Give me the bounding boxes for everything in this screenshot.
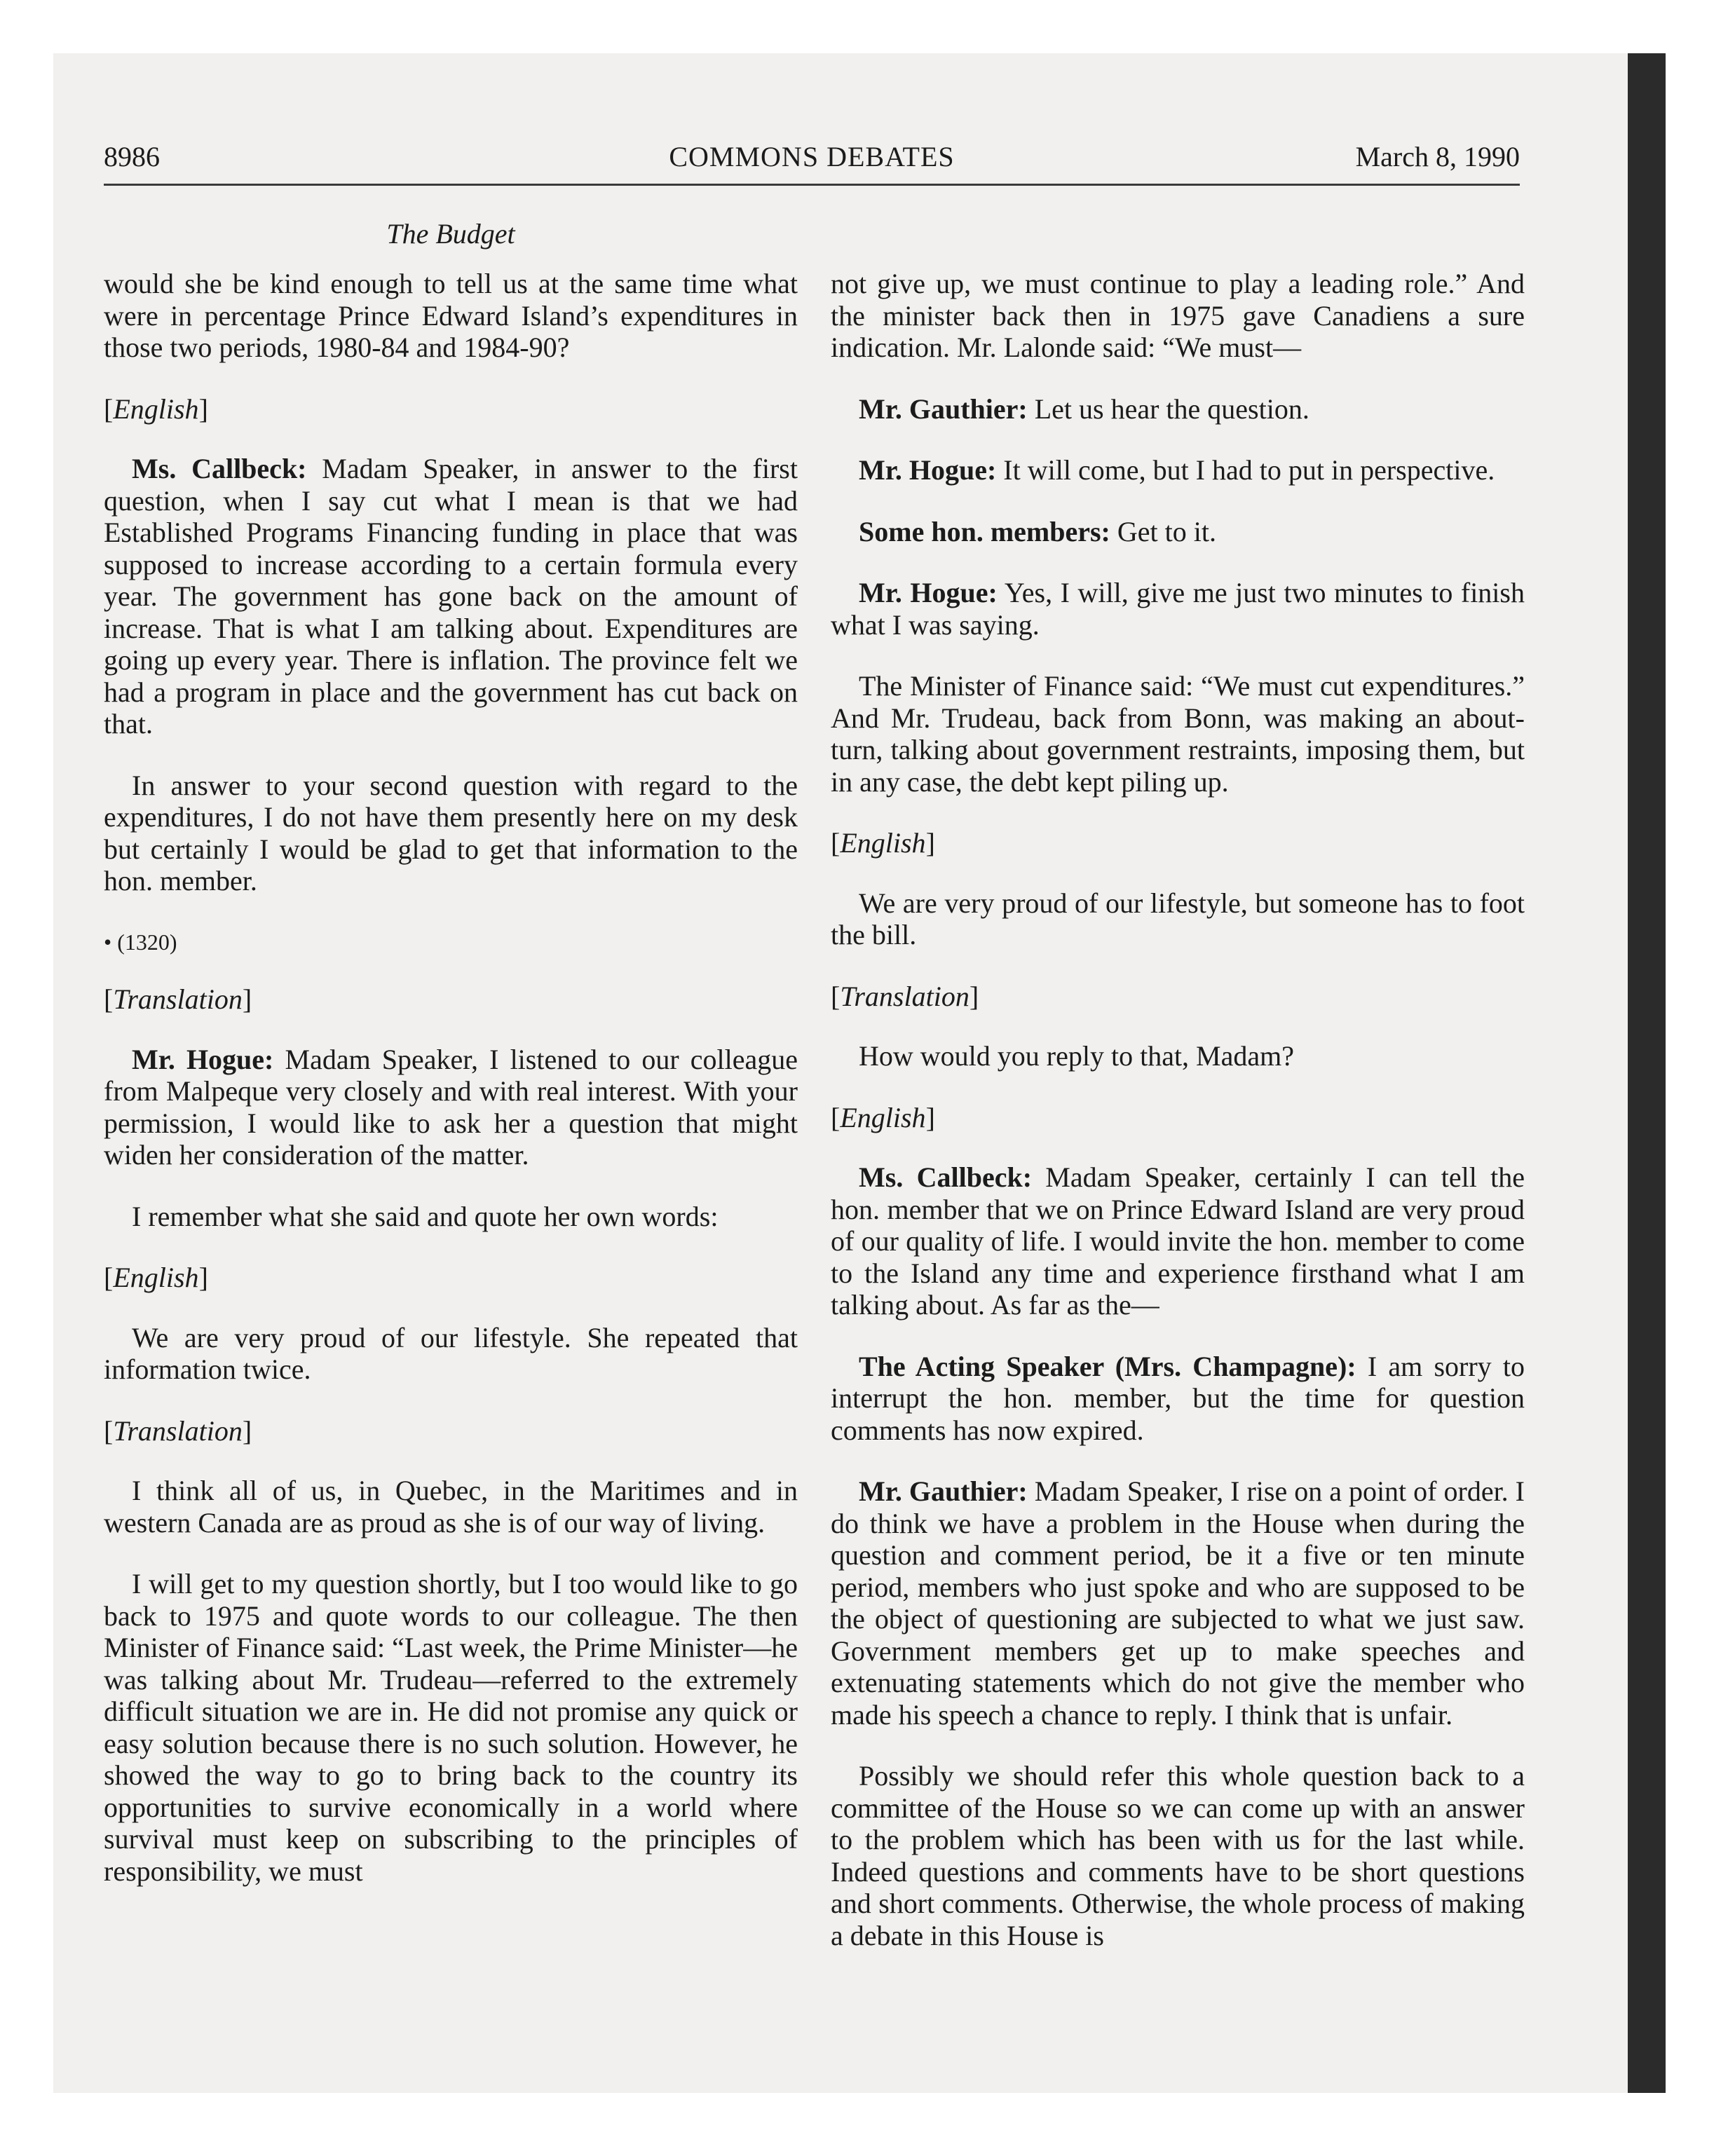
section-subhead: The Budget [386, 218, 515, 250]
language-tag: [English] [831, 827, 935, 859]
speaker-name: Mr. Hogue: [132, 1043, 274, 1075]
language-tag: [English] [831, 1101, 935, 1133]
language-tag: [Translation] [831, 980, 979, 1012]
paragraph: The Minister of Finance said: “We must cut expenditures.” And Mr. Trudeau, back from Bonn, was making an about-turn, talking about government restraints, imposing them, but in any case, the debt kept piling up. [831, 670, 1525, 798]
paragraph: How would you reply to that, Madam? [859, 1040, 1294, 1072]
language-tag: [Translation] [104, 1414, 252, 1447]
language-tag: [English] [104, 1262, 208, 1293]
paragraph: We are very proud of our lifestyle, but someone has to foot the bill. [831, 887, 1525, 950]
paragraph: would she be kind enough to tell us at the same time what were in percentage Prince Edward Island’s expenditures in those two periods, 1980-84 and 1984-90? [104, 268, 798, 363]
paragraph: I will get to my question shortly, but I too would like to go back to 1975 and quote words to our colleague. The then Minister of Finance said: “Last week, the Prime Minister—he was talking about Mr. Trudeau—referred to the extremely difficult situation we are in. He did not promise any quick or easy solution because there is no such solution. However, he showed the way to go to bring back to the country its opportunities to survive economically in a world where survival must keep on subscribing to the principles of responsibility, we must [104, 1568, 798, 1887]
speech: The Acting Speaker (Mrs. Champagne): I am sorry to interrupt the hon. member, but the time for question comments has now expired. [831, 1350, 1525, 1446]
speaker-name: Mr. Hogue: [859, 454, 997, 486]
paragraph: I think all of us, in Quebec, in the Maritimes and in western Canada are as proud as she is of our way of living. [104, 1475, 798, 1538]
speech: Some hon. members: Get to it. [859, 515, 1216, 547]
speech: Mr. Hogue: Madam Speaker, I listened to our colleague from Malpeque very closely and with real interest. With your permission, I would like to ask her a question that might widen her consideration of the matter. [104, 1043, 798, 1171]
speech: Mr. Gauthier: Madam Speaker, I rise on a point of order. I do think we have a problem in the House when during the question and comment period, be it a five or ten minute period, members who just spoke and who are supposed to be the object of questioning are subjected to what we just saw. Government members get up to make speeches and extenuating statements which do not give the member who made his speech a chance to reply. I think that is unfair. [831, 1475, 1525, 1731]
paragraph: In answer to your second question with regard to the expenditures, I do not have them presently here on my desk but certainly I would be glad to get that information to the hon. member. [104, 769, 798, 896]
speech: Ms. Callbeck: Madam Speaker, in answer to the first question, when I say cut what I mean is that we had Established Programs Financing funding in place that was supposed to increase according to a certain formula every year. The government has gone back on the amount of increase. That is what I am talking about. Expenditures are going up every year. There is inflation. The province felt we had a program in place and the government has cut back on that. [104, 453, 798, 739]
paragraph: We are very proud of our lifestyle. She repeated that information twice. [104, 1321, 798, 1385]
binding-edge [1628, 53, 1666, 2093]
paragraph: not give up, we must continue to play a leading role.” And the minister back then in 1975 gave Canadiens a sure indication. Mr. Lalonde said: “We must— [831, 268, 1525, 363]
header-rule [104, 184, 1520, 186]
language-tag: [Translation] [104, 983, 252, 1015]
publication-title: COMMONS DEBATES [669, 141, 955, 172]
speech: Ms. Callbeck: Madam Speaker, certainly I can tell the hon. member that we on Prince Edward Island are very proud of our quality of life. I would invite the hon. member to come to the Island any time and experience firsthand what I am talking about. As far as the— [831, 1161, 1525, 1321]
speaker-name: Mr. Gauthier: [859, 1475, 1028, 1507]
speaker-name: Mr. Gauthier: [859, 393, 1028, 425]
time-marker: • (1320) [104, 929, 177, 955]
publication-date: March 8, 1990 [1355, 141, 1520, 172]
running-header [104, 140, 1520, 182]
right-column [831, 268, 1525, 1981]
paragraph: Possibly we should refer this whole question back to a committee of the House so we can come up with an answer to the problem which has been with us for the last while. Indeed questions and comments have to be short questions and short comments. Otherwise, the whole process of making a debate in this House is [831, 1760, 1525, 1951]
language-tag: [English] [104, 393, 208, 425]
speaker-name: Mr. Hogue: [859, 577, 998, 608]
speech: Mr. Hogue: Yes, I will, give me just two minutes to finish what I was saying. [831, 577, 1525, 641]
speech: Mr. Hogue: It will come, but I had to put in perspective. [859, 454, 1495, 486]
page-number: 8986 [104, 141, 160, 172]
speaker-name: Some hon. members: [859, 515, 1110, 547]
speaker-name: Ms. Callbeck: [859, 1161, 1033, 1193]
left-column [104, 268, 798, 1916]
speaker-name: The Acting Speaker (Mrs. Champagne): [859, 1350, 1356, 1382]
paragraph: I remember what she said and quote her own words: [132, 1200, 719, 1232]
speaker-name: Ms. Callbeck: [132, 453, 307, 484]
speech: Mr. Gauthier: Let us hear the question. [859, 393, 1309, 425]
